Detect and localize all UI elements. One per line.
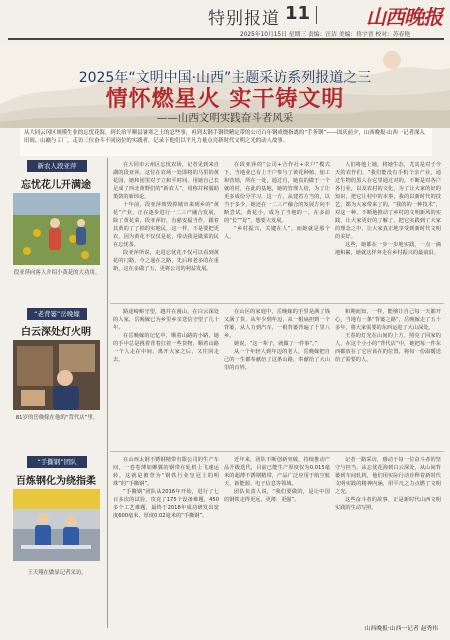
header-divider [316,6,317,24]
text-column [335,161,441,301]
profile-title-2: 白云深处灯火明 [21,327,91,338]
text-column [113,161,219,301]
section-divider [110,303,444,304]
lead-paragraph: 从大同云冈区规模生业的忘忧花海，到长治平顺县暑寒之上的忍些事，再到太钢手钢铁精定带的公司百年钢成烧指离的“手务钢”——国庆前夕，山西晚报·山西一记者深入田间、山巅与工厂，走访三位奋斗不同岗位的实践者，记录下他们以平凡力量点亮新时代文明之光的动人故事。 [20,128,432,156]
header-rule [8,38,444,40]
section-title: 特别报道 [208,9,280,29]
body-paragraph: 记者一路采访，感动于每一位奋斗者的坚守与担当。从忘忧花海到白云深处，从山间背篓到车间轧机，他们用实际行动诠释着新时代文明实践的精神内涵，用平凡之力点燃了文明之光。 [335,457,441,495]
byline: 山西晚报·山西一记者 赵秀伟 [364,626,438,632]
page-number: 11 [284,3,310,24]
body-paragraph: 路途崎岖守望，越并在漫山，在白云深处的人家，岳晚嫁已为乡里乡亲送信守望了几十年。 [113,309,219,331]
body-paragraph: 在山区的家庭中，岳晚嫁的手里是满了钱又满了货，从年少到年迈，从一根扁担到一个背篓，从人力到汽车，一根背篓背遍了十里八乡。 [224,309,330,339]
text-column [113,456,219,616]
masthead-logo: 山西晚报 [366,5,442,29]
body-paragraph: 在段亚萍的“公司+合作社+农户”模式下，当地业已有上千户参与了黄花种植、加工和营销，所在一处，通过自，她真的做于一个就的村，在此的基地，她的管理人给，为了让更多成份分学习，这一方，从建省方当的，以当于多少，她还在一二三产融合的发展方向不断尝试，黄花小，成为了当地的一，在多前的“长”“好”，想要大发展。 [224,162,330,224]
body-paragraph: 在山西太钢不锈钢精带有限公司的生产车间，一卷卷薄如蝉翼的钢带在轧机上飞速运转，这就是被誉为“钢铁行业皇冠上的明珠”的“手撕钢”。 [113,457,219,487]
body-paragraph: 十年前，段亚萍坡毁掉城市来到乡的“黄花”产业，正在逐步进行一二三产融合发展，除了黄花菜，段亚萍好，有慈安福当作，跟着其黄的了了掉的实地民，这一样，不是要把更农，因为黄花不仅仅是花，带动我是做菜的民在忘忧茶。 [113,202,219,248]
body-paragraph: 段亚萍所说，走进忘忧花不仅可以看到黄花的门路，今之通在之路，先后和老多的在重新，这在多做了五，更将公司的利益发展。 [113,250,219,272]
text-column [113,308,219,448]
body-paragraph: 王春的灯光在山间的上方，照亮了回家的人，在这个小小的“背代店”中，她把每一件东西都放在了它应该在的位置，将每一份温暖送给了需要的人。 [335,333,441,363]
body-paragraph: 这些奋斗者的故事，正是新时代山西文明实践的生动写照。 [335,497,441,511]
profile-photo-2 [13,340,100,410]
profile-title-1: 忘忧花儿开满途 [21,180,91,191]
profile-title-3: 百炼钢化为绕指柔 [16,476,96,487]
banner-subhead: ——山西文明实践奋斗者风采 [156,112,294,124]
column-divider [107,158,108,628]
profile-tag-2: “老背篓”岳晚嫁 [27,308,87,320]
banner-kicker: 2025年“文明中国·山西”主题采访系列报道之三 [78,70,372,86]
body-paragraph: 近年来，团队不断创新突破，持续推动产品升级迭代，目前已能生产厚度仅为0.015毫米的超薄不锈钢精带，产品广泛应用于航空航天、新能源、电子信息等领域。 [224,457,330,487]
text-column [224,161,330,301]
dateline: 2025年10月15日 星期三 责编：汪洁 美编：佟宇晋 校对：苏春艳 [240,32,411,38]
body-paragraph: 团队负责人说，“我们要做的，是让中国的钢铁走得更远、更薄、更强”。 [224,489,330,503]
body-paragraph: “手撕钢”团队从2016年开始，进行了七百多次的试验，攻克了175个设备难题，450多个工艺难题，最终于2018年成功研发出宽度600毫米、厚度0.02毫米的“手撕钢”。 [113,489,219,519]
profile-caption-3: 王天翔在做显记者采访。 [27,570,87,576]
text-column [224,308,330,448]
text-column [335,456,441,616]
profile-tag-1: 新农人段亚萍 [27,160,87,172]
body-paragraph: 这些，她都在一步一步地实践，一点一滴地积累，她就这样奔走在乡村振兴的最前沿。 [335,242,441,256]
body-paragraph: “乡村振兴，关键在人”，而她就是那个人。 [224,226,330,240]
profile-tag-3: “手撕钢”团队 [27,456,87,468]
body-paragraph: 人们将他上她，将她生态，尤其是对于今天的农作们，“我们能没有手机个亲产业，通过生物的黑人在它里通过对的，不断是对各户各行业，以及农村的文化，为了让大家的好的知识，把它让村中的本事，我的以新时代的技艺，都为大家带来了的，“我的的一种技术”，对这一种，不断地推动了乡村的文明新风的实践，让大家更好的了解了，把它实践到了大家的理念之中，让大家真正地享受到新时代文明的美好。 [335,162,441,240]
body-paragraph: 从一个年轻人到年迈的老人，岳晚嫁把自己的一生都奉献给了这条山路，奉献给了大山里的百姓。 [224,349,330,371]
profile-photo-1 [13,193,100,265]
body-paragraph: 和期而知，一样，能够让自己每一天都开心，当地有一条“背篓之路”，岳晚嫁走了五十多年，将大家需要的东西运进了大山深处。 [335,309,441,331]
banner-headline: 情怀燃星火 实干铸文明 [105,87,345,112]
body-paragraph: 她说，“这一辈子，就做了一件事”。” [234,341,318,347]
section-divider [110,451,444,452]
page-header [0,0,450,40]
body-paragraph: 在岳晚嫁的记忆中，顺着山路的小路，她的手中总是挑着背着扛着一些货物，顺着山路一个人走在中间，离开大家之后，又往回走去。 [113,333,219,363]
text-column [335,308,441,448]
profile-photo-3 [13,489,100,561]
text-column [224,456,330,616]
body-paragraph: 在大同市云州区忘忧农场，记者见到来自湖的段亚萍。这位在农场一处即将的马里的黄花园，她和团里对子立和平时间，用她自己长足成了西北黄野们的“新农人”，用称并和服助策鼓的新纬论。 [113,162,219,200]
profile-caption-1: 段亚萍向客人介绍小黄花的大功用。 [13,270,101,276]
profile-caption-2: 81岁的岳晚嫁在他的“背代店”里。 [15,415,99,421]
